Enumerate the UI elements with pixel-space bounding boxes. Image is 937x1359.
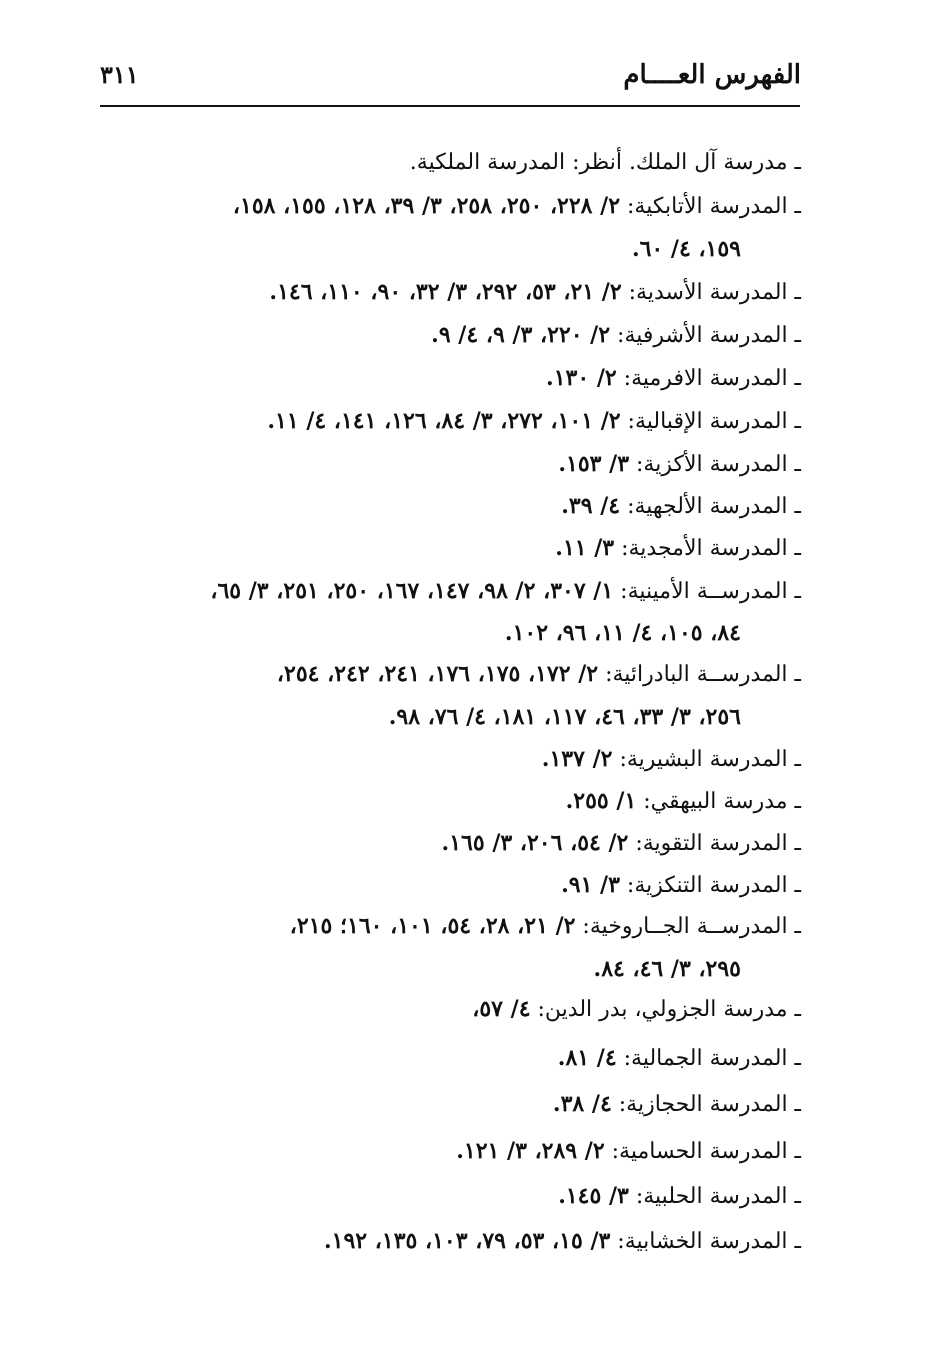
- entry-name: ـ المدرسة الحلبية:: [628, 1184, 801, 1209]
- entry-name: ـ مدرسة البيهقي:: [636, 789, 801, 814]
- entry-refs: ٤/ ٥٧،: [472, 996, 531, 1022]
- entry-refs: ٢/ ١٣٧.: [541, 746, 613, 772]
- entry-name: ـ المدرسة الإقبالية:: [620, 409, 801, 434]
- index-entry-line: [233, 191, 801, 222]
- entry-refs: ٢٥٦، ٣/ ٣٣، ٤٦، ١١٧، ١٨١، ٤/ ٧٦، ٩٨.: [388, 704, 741, 730]
- entry-name: ـ مدرسة آل الملك. أنظر: المدرسة الملكية.: [409, 150, 801, 175]
- index-entry-line: [558, 1043, 801, 1074]
- index-entry-continuation: [389, 702, 741, 733]
- entry-refs: ٣/ ١١.: [555, 535, 615, 561]
- entry-refs: ٤/ ٣٩.: [561, 493, 621, 519]
- entry-name: ـ المدرسة الجمالية:: [616, 1046, 801, 1071]
- index-entry-continuation: [632, 234, 741, 265]
- entry-refs: ٢/ ١٧٢، ١٧٥، ١٧٦، ٢٤١، ٢٤٢، ٢٥٤،: [276, 661, 599, 687]
- index-entry-line: [267, 406, 801, 437]
- entry-name: ـ المدرسة الأتابكية:: [620, 194, 801, 219]
- index-entry-line: [472, 994, 801, 1025]
- index-entry-continuation: [505, 618, 741, 649]
- entry-name: ـ المدرســة الأمينية:: [613, 579, 801, 604]
- header-rule: [100, 105, 800, 107]
- index-entry-line: [456, 1136, 801, 1167]
- entry-name: ـ المدرسة الألجهية:: [620, 494, 801, 519]
- entry-refs: ٢/ ١٠١، ٢٧٢، ٣/ ٨٤، ١٢٦، ١٤١، ٤/ ١١.: [267, 408, 621, 434]
- entry-refs: ٤/ ٨١.: [557, 1045, 617, 1071]
- index-entry-line: [561, 870, 801, 901]
- entry-name: ـ المدرسة الحسامية:: [604, 1139, 801, 1164]
- entry-refs: ٣/ ١٥٣.: [558, 451, 630, 477]
- entry-name: ـ المدرسة التقوية:: [628, 831, 801, 856]
- entry-refs: ٢٩٥، ٣/ ٤٦، ٨٤.: [593, 956, 741, 982]
- entry-name: ـ مدرسة الجزولي، بدر الدين:: [530, 997, 801, 1022]
- entry-refs: ٢/ ٢٢٨، ٢٥٠، ٢٥٨، ٣/ ٣٩، ١٢٨، ١٥٥، ١٥٨،: [232, 193, 621, 219]
- entry-refs: ٢/ ٥٤، ٢٠٦، ٣/ ١٦٥.: [441, 830, 629, 856]
- entry-name: ـ المدرسة الحجازية:: [611, 1092, 801, 1117]
- entry-refs: ٢/ ٢٨٩، ٣/ ١٢١.: [456, 1138, 605, 1164]
- index-entry-line: [566, 786, 801, 817]
- entry-refs: ١/ ٣٠٧، ٢/ ٩٨، ١٤٧، ١٦٧، ٢٥٠، ٢٥١، ٣/ ٦٥،: [210, 578, 614, 604]
- entry-name: ـ المدرســة الجــاروخية:: [575, 914, 801, 939]
- index-entry-line: [553, 1089, 801, 1120]
- entry-name: ـ المدرسة الأسدية:: [621, 280, 801, 305]
- entry-refs: ٨٤، ١٠٥، ٤/ ١١، ٩٦، ١٠٢.: [504, 620, 741, 646]
- entry-refs: ٣/ ٩١.: [561, 872, 620, 898]
- entry-refs: ١٥٩، ٤/ ٦٠.: [631, 236, 741, 262]
- index-entry-line: [290, 911, 801, 942]
- entry-name: ـ المدرسة الأشرفية:: [610, 323, 801, 348]
- entry-refs: ٢/ ١٣٠.: [546, 365, 617, 391]
- entry-refs: ٢/ ٢١، ٥٣، ٢٩٢، ٣/ ٣٢، ٩٠، ١١٠، ١٤٦.: [269, 279, 622, 305]
- index-entry-line: [558, 449, 801, 480]
- index-entry-line: [442, 828, 801, 859]
- index-entry-continuation: [594, 954, 741, 985]
- running-header-title: الفهرس العــــام: [623, 60, 801, 90]
- entry-refs: ١/ ٢٥٥.: [565, 788, 637, 814]
- entry-name: ـ المدرسة الخشابية:: [610, 1229, 801, 1254]
- index-entry-line: [546, 363, 801, 394]
- index-entry-line: [277, 659, 801, 690]
- index-entry-line: [542, 744, 801, 775]
- entry-name: ـ المدرســة البادرائية:: [598, 662, 801, 687]
- entry-name: ـ المدرسة البشيرية:: [612, 747, 801, 772]
- entry-name: ـ المدرسة الافرمية:: [616, 366, 801, 391]
- entry-name: ـ المدرسة التنكزية:: [619, 873, 801, 898]
- entry-refs: ٣/ ١٥، ٥٣، ٧٩، ١٠٣، ١٣٥، ١٩٢.: [324, 1228, 611, 1254]
- entry-name: ـ المدرسة الأمجدية:: [614, 536, 801, 561]
- index-entry-line: [269, 277, 801, 308]
- index-entry-line: [555, 533, 801, 564]
- entry-refs: ٢/ ٢٢٠، ٣/ ٩، ٤/ ٩.: [431, 322, 611, 348]
- index-entry-line: [561, 491, 801, 522]
- entry-refs: ٤/ ٣٨.: [552, 1091, 612, 1117]
- index-entry-line: [558, 1181, 801, 1212]
- index-entry-line: [431, 320, 801, 351]
- entry-refs: ٣/ ١٤٥.: [558, 1183, 629, 1209]
- page-number: ٣١١: [100, 60, 139, 89]
- entry-refs: ٢/ ٢١، ٢٨، ٥٤، ١٠١، ١٦٠؛ ٢١٥،: [289, 913, 576, 939]
- index-entry-line: [410, 147, 801, 178]
- entry-name: ـ المدرسة الأكزية:: [629, 452, 801, 477]
- index-entry-line: [324, 1226, 801, 1257]
- index-entry-line: [210, 576, 801, 607]
